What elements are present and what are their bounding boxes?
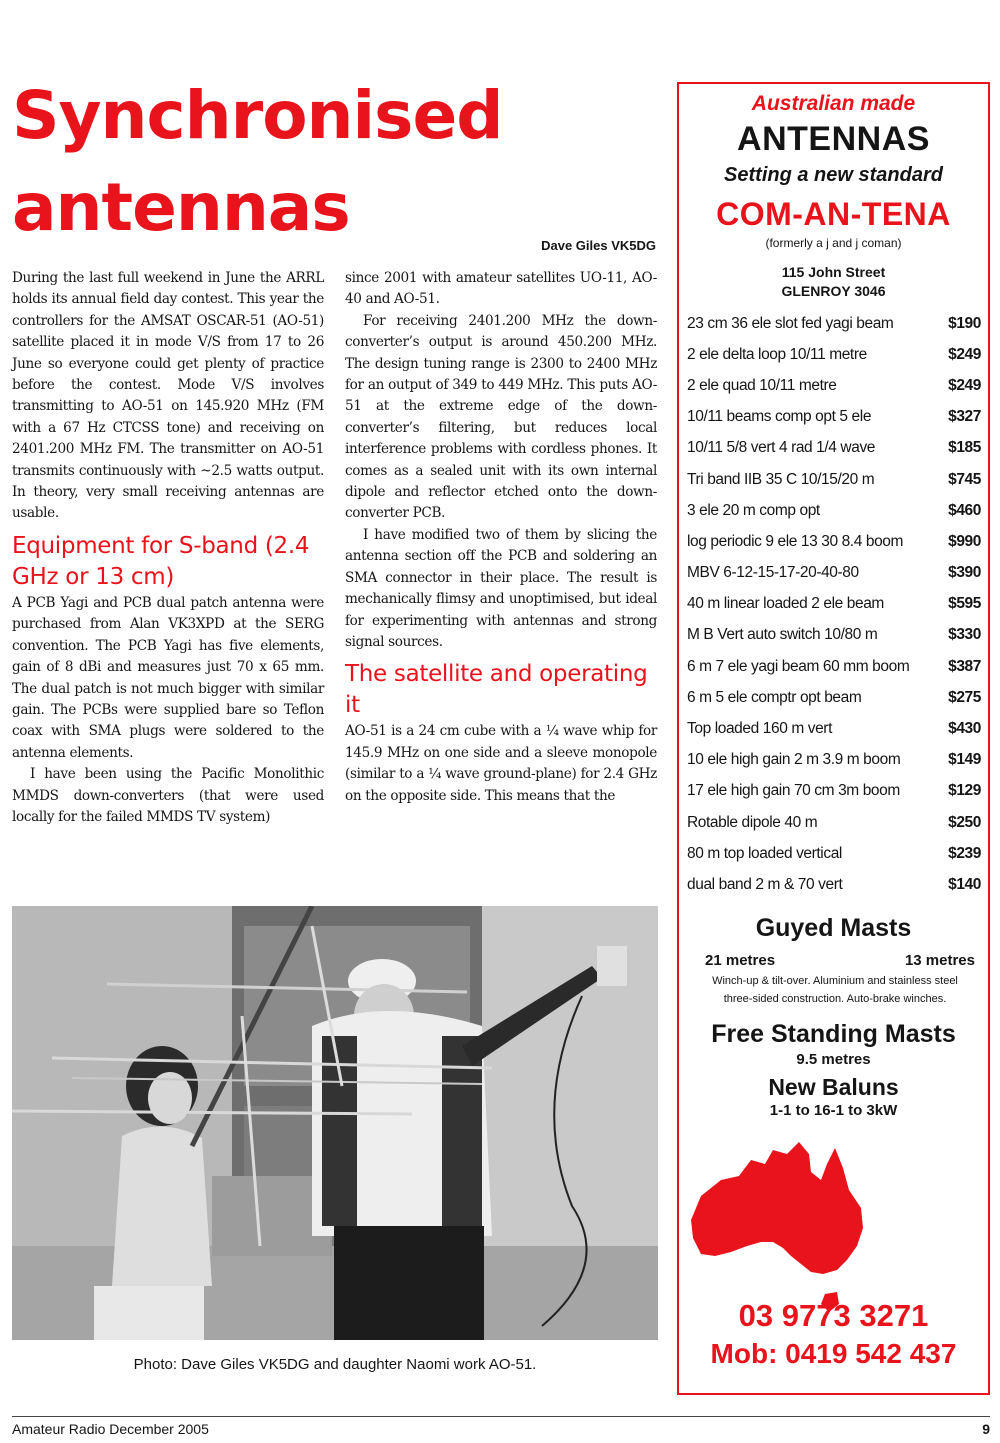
ad-address-street: 115 John Street <box>781 264 886 280</box>
price-item-name: 3 ele 20 m comp opt <box>687 501 820 519</box>
advertisement-box <box>677 82 990 1395</box>
price-row <box>687 589 981 620</box>
paragraph-equipment: A PCB Yagi and PCB dual patch antenna were purchased from Alan VK3XPD at the SERG convention. The PCB Yagi has five elements, gain of 8 dBi and measures just 70 x 65 mm. The dual patch is not much bigger with similar gain. The PCBs were supplied bare so Teflon coax with SMA plugs were soldered to the antenna elements. <box>12 594 324 761</box>
price-item-name: 10/11 5/8 vert 4 rad 1/4 wave <box>687 439 876 457</box>
price-item-value: $250 <box>948 813 981 831</box>
new-baluns-title: New Baluns <box>768 1074 899 1100</box>
price-item-value: $745 <box>948 470 981 488</box>
price-item-value: $390 <box>948 564 981 582</box>
price-row <box>687 776 981 807</box>
ad-phone: 03 9773 3271 <box>738 1298 929 1333</box>
price-item-name: 2 ele delta loop 10/11 metre <box>687 345 867 363</box>
price-item-name: 2 ele quad 10/11 metre <box>687 376 837 394</box>
paragraph-continued: since 2001 with amateur satellites UO-11, AO-40 and AO-51. <box>345 270 657 308</box>
price-item-name: 6 m 7 ele yagi beam 60 mm boom <box>687 657 910 675</box>
price-item-value: $190 <box>948 314 981 332</box>
price-item-name: M B Vert auto switch 10/80 m <box>687 626 878 644</box>
price-item-name: MBV 6-12-15-17-20-40-80 <box>687 564 859 582</box>
article-column-2 <box>345 268 657 807</box>
free-standing-masts-title: Free Standing Masts <box>711 1020 956 1048</box>
price-item-value: $330 <box>948 626 981 644</box>
ad-brand: COM-AN-TENA <box>716 196 951 232</box>
price-item-value: $327 <box>948 408 981 426</box>
article-title <box>12 70 652 254</box>
price-item-value: $430 <box>948 720 981 738</box>
footer-divider <box>12 1416 990 1417</box>
paragraph-intro: During the last full weekend in June the ARRL holds its annual field day contest. This year the controllers for the AMSAT OSCAR-51 (AO-51) satellite placed it in mode V/S from 17 to 26 June so everyone could get plenty of practice before the contest. Mode V/S involves transmitting to AO-51 on 145.920 MHz (FM with a 67 Hz CTCSS tone) and receiving on 2401.200 MHz FM. The transmitter on AO-51 transmits continuously with ~2.5 watts output. In theory, very small receiving antennas are usable. <box>12 270 324 522</box>
ad-subline: Setting a new standard <box>724 164 943 186</box>
article-title-line-1: Synchronised <box>12 77 503 154</box>
price-row <box>687 651 981 682</box>
heading-satellite: The satellite and operating it <box>345 661 648 719</box>
price-row <box>687 558 981 589</box>
new-baluns-description: 1-1 to 16-1 to 3kW <box>769 1102 898 1119</box>
guyed-masts-description <box>685 972 985 1008</box>
paragraph-satellite: AO-51 is a 24 cm cube with a ¼ wave whip for 145.9 MHz on one side and a sleeve monopole (similar to a ¼ wave ground-plane) for 2.4 GHz on the opposite side. This means that the <box>345 723 657 804</box>
price-row <box>687 339 981 370</box>
price-item-name: 23 cm 36 ele slot fed yagi beam <box>687 314 894 332</box>
price-item-value: $140 <box>948 875 981 893</box>
price-item-name: 10/11 beams comp opt 5 ele <box>687 408 872 426</box>
paragraph-modified: I have modified two of them by slicing the antenna section off the PCB and soldering an SMA connector in their place. The result is mechanically flimsy and unoptimised, but ideal for experimenting with antennas and strong signal sources. <box>345 526 657 650</box>
ad-tagline: Australian made <box>751 92 916 115</box>
price-row <box>687 745 981 776</box>
photo-illustration <box>12 906 658 1340</box>
price-item-name: 80 m top loaded vertical <box>687 844 842 862</box>
price-item-name: Rotable dipole 40 m <box>687 813 818 831</box>
guyed-size-21: 21 metres <box>705 952 776 969</box>
guyed-masts-sizes <box>705 952 975 969</box>
price-item-name: 40 m linear loaded 2 ele beam <box>687 595 884 613</box>
heading-equipment: Equipment for S-band (2.4 GHz or 13 cm) <box>12 532 310 590</box>
price-item-name: Top loaded 160 m vert <box>687 720 832 738</box>
australia-map-icon <box>687 1124 865 1320</box>
price-item-value: $595 <box>948 595 981 613</box>
price-row <box>687 464 981 495</box>
price-row <box>687 370 981 401</box>
price-item-name: Tri band IIB 35 C 10/15/20 m <box>687 470 875 488</box>
price-item-value: $990 <box>948 532 981 550</box>
ad-headline: ANTENNAS <box>737 120 930 158</box>
free-standing-masts-size: 9.5 metres <box>796 1051 871 1068</box>
ad-formerly: (formerly a j and j coman) <box>765 236 902 250</box>
guyed-desc-line-1: Winch-up & tilt-over. Aluminium and stainless steel <box>712 975 958 987</box>
price-row <box>687 402 981 433</box>
price-item-value: $149 <box>948 751 981 769</box>
price-item-value: $249 <box>948 345 981 363</box>
price-item-value: $275 <box>948 688 981 706</box>
price-item-value: $387 <box>948 657 981 675</box>
ad-address-suburb: GLENROY 3046 <box>781 283 886 299</box>
price-row <box>687 807 981 838</box>
price-row <box>687 838 981 869</box>
price-row <box>687 869 981 900</box>
price-row <box>687 308 981 339</box>
price-item-value: $129 <box>948 782 981 800</box>
price-item-name: dual band 2 m & 70 vert <box>687 875 843 893</box>
footer-publication: Amateur Radio December 2005 <box>12 1421 209 1437</box>
price-row <box>687 433 981 464</box>
price-list <box>687 308 981 901</box>
article-column-1 <box>12 268 324 828</box>
price-item-value: $239 <box>948 844 981 862</box>
byline: Dave Giles VK5DG <box>541 238 656 253</box>
price-item-value: $185 <box>948 439 981 457</box>
footer-page-number: 9 <box>982 1421 990 1437</box>
price-item-name: 17 ele high gain 70 cm 3m boom <box>687 782 900 800</box>
paragraph-downconverters: I have been using the Pacific Monolithic MMDS down-converters (that were used locally for the failed MMDS TV system) <box>12 766 324 825</box>
price-item-name: log periodic 9 ele 13 30 8.4 boom <box>687 532 904 550</box>
guyed-desc-line-2: three-sided construction. Auto-brake winches. <box>723 993 947 1005</box>
price-item-name: 10 ele high gain 2 m 3.9 m boom <box>687 751 901 769</box>
price-row <box>687 526 981 557</box>
price-row <box>687 713 981 744</box>
price-item-name: 6 m 5 ele comptr opt beam <box>687 688 862 706</box>
guyed-size-13: 13 metres <box>904 952 975 969</box>
price-item-value: $249 <box>948 376 981 394</box>
guyed-masts-title: Guyed Masts <box>755 914 912 942</box>
photo-caption: Photo: Dave Giles VK5DG and daughter Naomi work AO-51. <box>133 1356 537 1373</box>
article-photo <box>12 906 658 1340</box>
price-row <box>687 620 981 651</box>
price-row <box>687 682 981 713</box>
paragraph-receiving: For receiving 2401.200 MHz the down-converter’s output is around 450.200 MHz. The design tuning range is 2300 to 2400 MHz for an output of 349 to 449 MHz. This puts AO-51 at the extreme edge of the down-converter’s filtering, but reduces local interference problems with cordless phones. It comes as a sealed unit with its own internal dipole and reflector etched onto the down-converter PCB. <box>345 312 657 522</box>
price-row <box>687 495 981 526</box>
price-item-value: $460 <box>948 501 981 519</box>
ad-mobile: Mob: 0419 542 437 <box>710 1338 957 1369</box>
article-title-line-2: antennas <box>12 169 350 246</box>
